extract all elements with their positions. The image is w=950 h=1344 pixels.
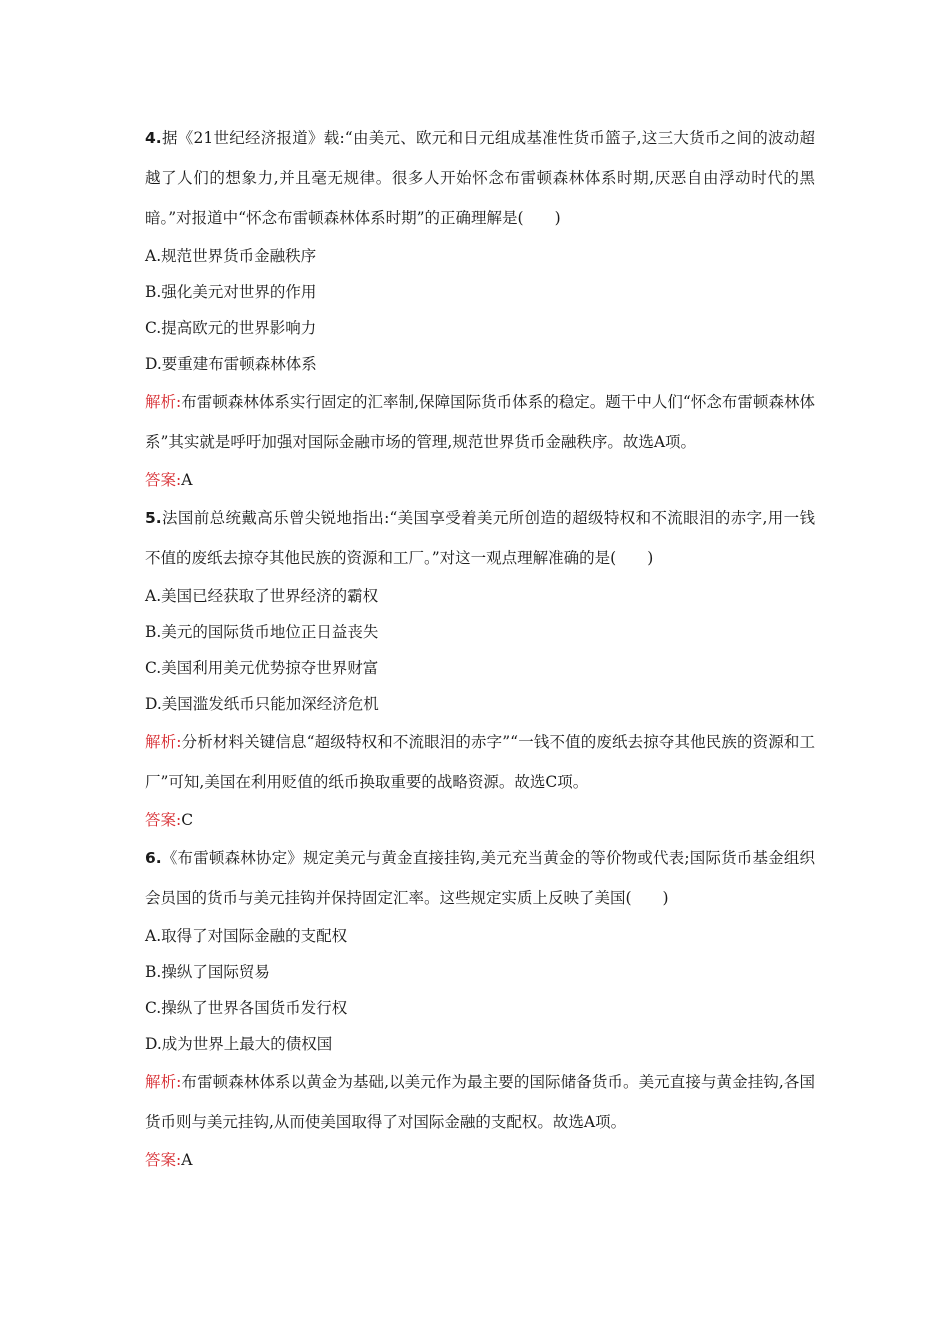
- option-b: B.强化美元对世界的作用: [145, 283, 317, 301]
- question-5: [145, 498, 815, 838]
- question-6: [145, 838, 815, 1178]
- question-text: 《布雷顿森林协定》规定美元与黄金直接挂钩,美元充当黄金的等价物或代表;国际货币基金组织会员国的货币与美元挂钩并保持固定汇率。这些规定实质上反映了美国( ): [145, 849, 815, 907]
- option-a: A.美国已经获取了世界经济的霸权: [145, 587, 379, 605]
- analysis-text: 布雷顿森林体系实行固定的汇率制,保障国际货币体系的稳定。题干中人们“怀念布雷顿森林体系”其实就是呼吁加强对国际金融市场的管理,规范世界货币金融秩序。故选A项。: [145, 393, 815, 451]
- answer-label: 答案:: [145, 811, 182, 829]
- question-stem: [145, 118, 815, 238]
- question-number: 4.: [145, 129, 162, 147]
- answer: [145, 462, 815, 498]
- analysis: [145, 382, 815, 462]
- question-stem: [145, 838, 815, 918]
- analysis-label: 解析:: [145, 1073, 182, 1091]
- answer-value: C: [181, 811, 194, 829]
- option-d: D.要重建布雷顿森林体系: [145, 355, 317, 373]
- option-c: C.提高欧元的世界影响力: [145, 319, 317, 337]
- option-b: B.操纵了国际贸易: [145, 963, 270, 981]
- analysis-label: 解析:: [145, 733, 182, 751]
- option-d: D.美国滥发纸币只能加深经济危机: [145, 695, 379, 713]
- answer: [145, 1142, 815, 1178]
- option-b: B.美元的国际货币地位正日益丧失: [145, 623, 379, 641]
- question-4: [145, 118, 815, 498]
- option-c: C.操纵了世界各国货币发行权: [145, 999, 348, 1017]
- analysis-label: 解析:: [145, 393, 182, 411]
- question-text: 据《21世纪经济报道》载:“由美元、欧元和日元组成基准性货币篮子,这三大货币之间的波动超越了人们的想象力,并且毫无规律。很多人开始怀念布雷顿森林体系时期,厌恶自由浮动时代的黑暗。”对报道中“怀念布雷顿森林体系时期”的正确理解是( ): [145, 129, 815, 227]
- document-page: [145, 118, 815, 1178]
- answer: [145, 802, 815, 838]
- option-d: D.成为世界上最大的债权国: [145, 1035, 333, 1053]
- option-a: A.取得了对国际金融的支配权: [145, 927, 348, 945]
- answer-label: 答案:: [145, 471, 182, 489]
- analysis: [145, 1062, 815, 1142]
- answer-value: A: [181, 1151, 193, 1169]
- question-stem: [145, 498, 815, 578]
- question-text: 法国前总统戴高乐曾尖锐地指出:“美国享受着美元所创造的超级特权和不流眼泪的赤字,用一钱不值的废纸去掠夺其他民族的资源和工厂。”对这一观点理解准确的是( ): [145, 509, 815, 567]
- option-a: A.规范世界货币金融秩序: [145, 247, 317, 265]
- answer-label: 答案:: [145, 1151, 182, 1169]
- answer-value: A: [181, 471, 193, 489]
- question-number: 6.: [145, 849, 162, 867]
- analysis-text: 布雷顿森林体系以黄金为基础,以美元作为最主要的国际储备货币。美元直接与黄金挂钩,各国货币则与美元挂钩,从而使美国取得了对国际金融的支配权。故选A项。: [145, 1073, 815, 1131]
- option-c: C.美国利用美元优势掠夺世界财富: [145, 659, 379, 677]
- analysis-text: 分析材料关键信息“超级特权和不流眼泪的赤字”“一钱不值的废纸去掠夺其他民族的资源和工厂”可知,美国在利用贬值的纸币换取重要的战略资源。故选C项。: [145, 733, 815, 791]
- question-number: 5.: [145, 509, 162, 527]
- analysis: [145, 722, 815, 802]
